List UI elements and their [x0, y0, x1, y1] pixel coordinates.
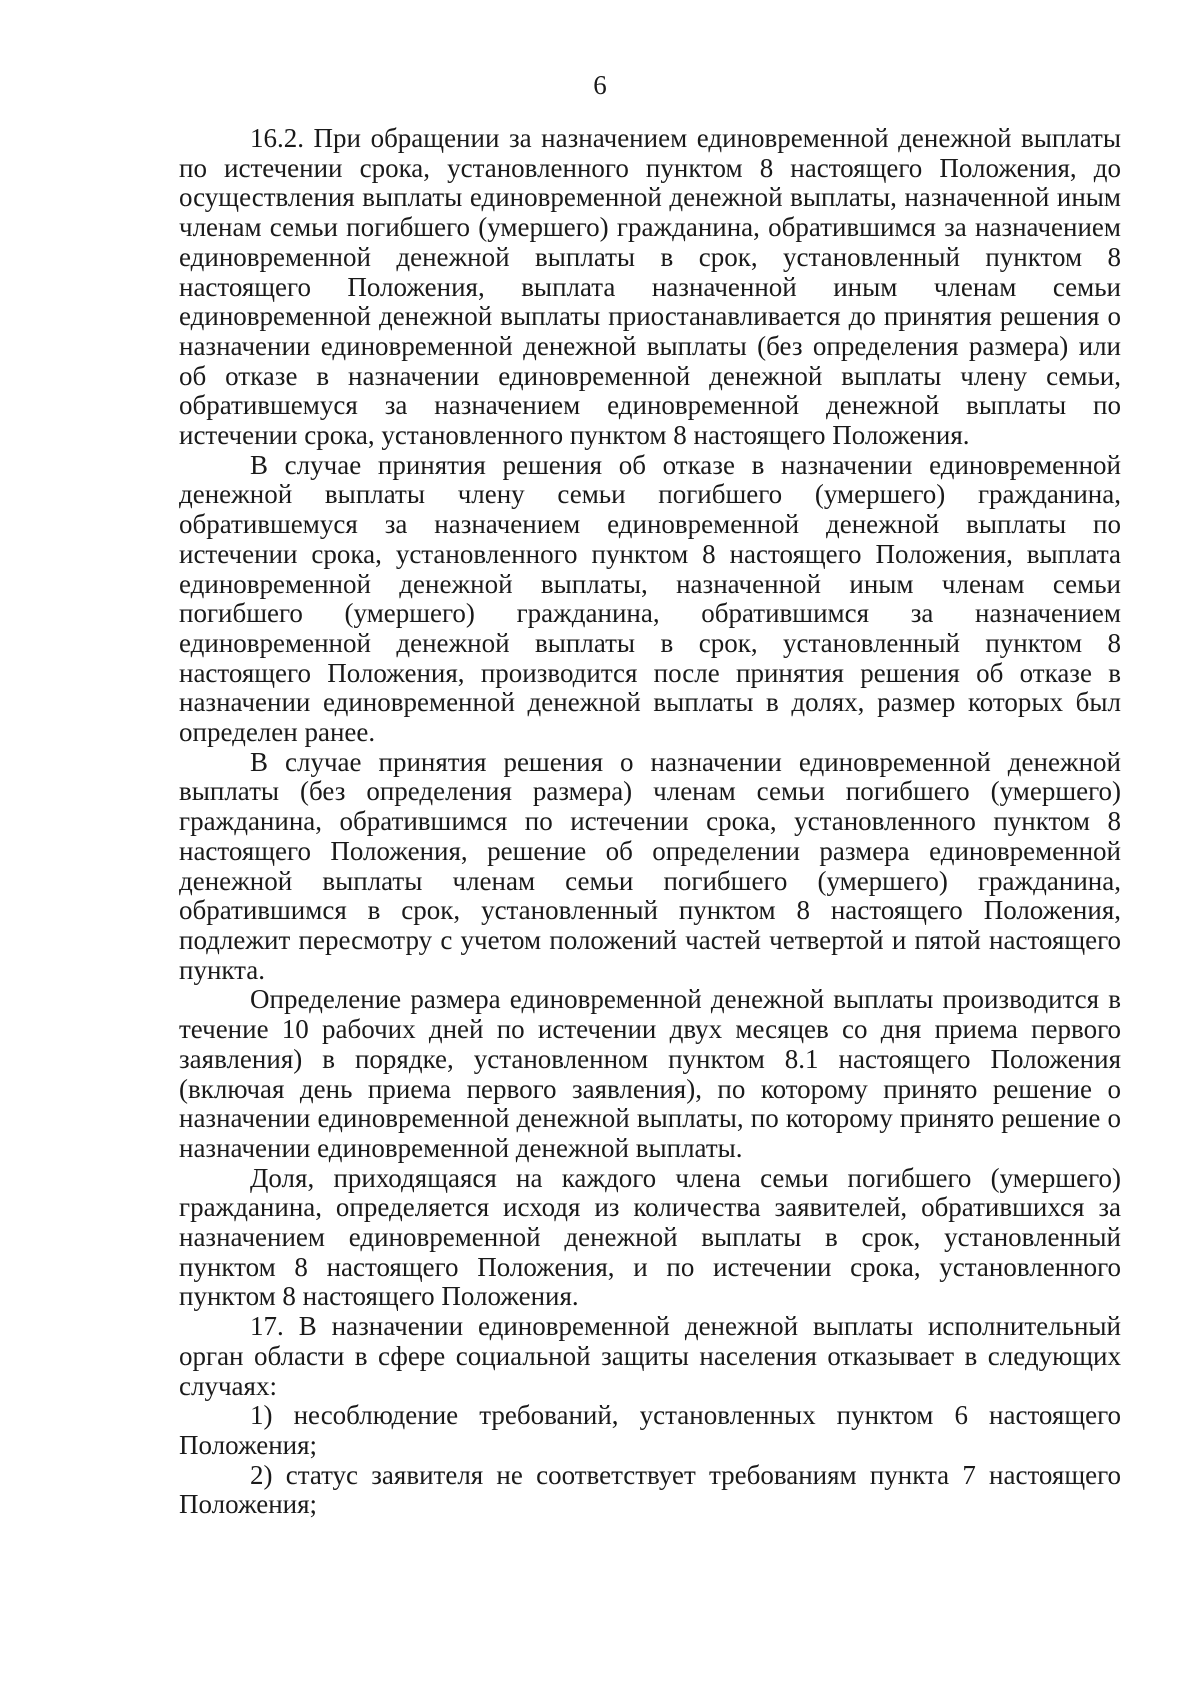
list-item-1: 1) несоблюдение требований, установленных пунктом 6 настоящего Положения; [179, 1400, 1121, 1460]
paragraph-refusal-case: В случае принятия решения об отказе в назначении единовременной денежной выплаты члену семьи погибшего (умершего) гражданина, обратившемуся за назначением единовременной денежной выплаты по истечении срока, установленного пунктом 8 настоящего Положения, выплата единовременной денежной выплаты, назначенной иным членам семьи погибшего (умершего) гражданина, обратившимся за назначением единовременной денежной выплаты в срок, установленный пунктом 8 настоящего Положения, производится после принятия решения об отказе в назначении единовременной денежной выплаты в долях, размер которых был определен ранее. [179, 449, 1121, 748]
paragraph-size-determination: Определение размера единовременной денежной выплаты производится в течение 10 рабочих дней по истечении двух месяцев со дня приема первого заявления) в порядке, установленном пунктом 8.1 настоящего Положения (включая день приема первого заявления), по которому принято решение о назначении единовременной денежной выплаты, по которому принято решение о назначении единовременной денежной выплаты. [179, 984, 1121, 1163]
document-body [179, 124, 1121, 1520]
paragraph-appointment-case: В случае принятия решения о назначении единовременной денежной выплаты (без определения размера) членам семьи погибшего (умершего) гражданина, обратившимся по истечении срока, установленного пунктом 8 настоящего Положения, решение об определении размера единовременной денежной выплаты членам семьи погибшего (умершего) гражданина, обратившимся в срок, установленный пунктом 8 настоящего Положения, подлежит пересмотру с учетом положений частей четвертой и пятой настоящего пункта. [179, 746, 1121, 985]
paragraph-share: Доля, приходящаяся на каждого члена семьи погибшего (умершего) гражданина, определяется исходя из количества заявителей, обратившихся за назначением единовременной денежной выплаты в срок, установленный пунктом 8 настоящего Положения, и по истечении срока, установленного пунктом 8 настоящего Положения. [179, 1162, 1121, 1312]
list-item-2: 2) статус заявителя не соответствует требованиям пункта 7 настоящего Положения; [179, 1459, 1121, 1520]
page-number: 6 [593, 70, 607, 100]
paragraph-17: 17. В назначении единовременной денежной выплаты исполнительный орган области в сфере социальной защиты населения отказывает в следующих случаях: [179, 1311, 1121, 1401]
paragraph-16-2: 16.2. При обращении за назначением единовременной денежной выплаты по истечении срока, установленного пунктом 8 настоящего Положения, до осуществления выплаты единовременной денежной выплаты, назначенной иным членам семьи погибшего (умершего) гражданина, обратившимся за назначением единовременной денежной выплаты в срок, установленный пунктом 8 настоящего Положения, выплата назначенной иным членам семьи единовременной денежной выплаты приостанавливается до принятия решения о назначении единовременной денежной выплаты (без определения размера) или об отказе в назначении единовременной денежной выплаты члену семьи, обратившемуся за назначением единовременной денежной выплаты по истечении срока, установленного пунктом 8 настоящего Положения. [179, 123, 1121, 451]
